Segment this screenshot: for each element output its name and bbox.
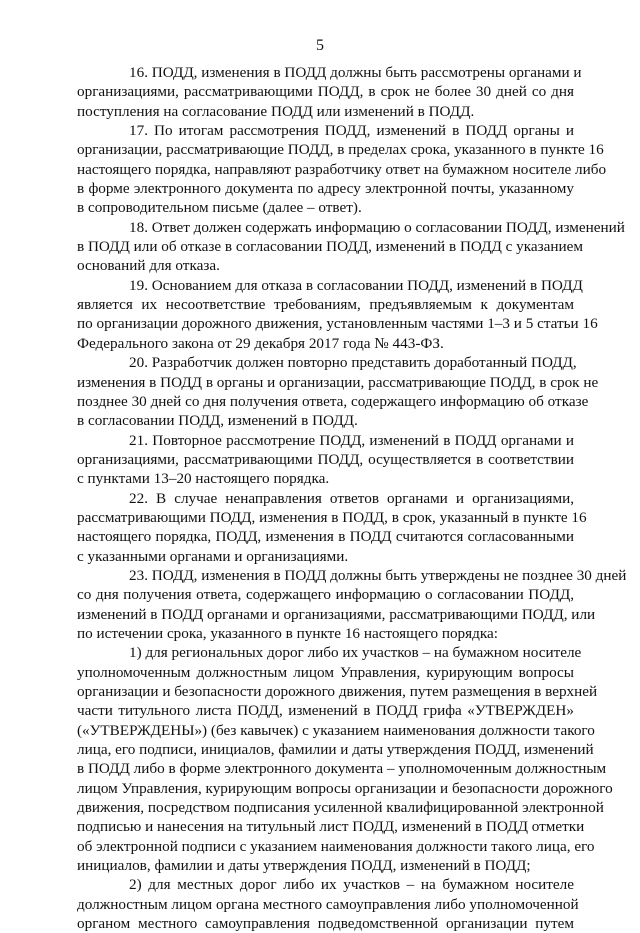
text-line: в ПОДД либо в форме электронного документа – уполномоченным должностным [77, 760, 607, 778]
text-line: 20. Разработчик должен повторно представить доработанный ПОДД, [129, 354, 577, 372]
text-line: в сопроводительном письме (далее – ответ). [77, 199, 362, 217]
paragraph-p21 [77, 431, 574, 489]
text-line: в согласовании ПОДД, изменений в ПОДД. [77, 412, 358, 430]
paragraph-p18 [77, 218, 625, 276]
text-line: Федерального закона от 29 декабря 2017 года № 443-ФЗ. [77, 334, 444, 352]
text-line: 16. ПОДД, изменения в ПОДД должны быть рассмотрены органами и [129, 64, 582, 81]
text-line: оснований для отказа. [77, 257, 220, 275]
text-line: 1) для региональных дорог либо их участков – на бумажном носителе [129, 644, 582, 662]
text-line: лица, его подписи, инициалов, фамилии и даты утверждения ПОДД, изменений [77, 741, 594, 759]
text-line: подписью и нанесения на титульный лист ПОДД, изменений в ПОДД отметки [77, 818, 585, 836]
text-line: 17. По итогам рассмотрения ПОДД, изменений в ПОДД органы и [129, 122, 574, 140]
text-line: в ПОДД или об отказе в согласовании ПОДД, изменений в ПОДД с указанием [77, 238, 584, 256]
text-line: движения, посредством подписания усиленной квалифицированной электронной [77, 799, 604, 817]
text-line: 23. ПОДД, изменения в ПОДД должны быть утверждены не позднее 30 дней [129, 566, 627, 584]
text-line: со дня получения ответа, содержащего информацию о согласовании ПОДД, [77, 586, 574, 604]
text-line: 18. Ответ должен содержать информацию о согласовании ПОДД, изменений [129, 218, 625, 236]
page-number: 5 [316, 37, 324, 54]
text-line: об электронной подписи с указанием наименования должности такого лица, его [77, 837, 595, 855]
text-line: по организации дорожного движения, установленным частями 1–3 и 5 статьи 16 [77, 315, 598, 333]
text-line: лицом Управления, курирующим вопросы организации и безопасности дорожного [77, 779, 613, 797]
text-line: настоящего порядка, ПОДД, изменения в ПОДД считаются согласованными [77, 528, 574, 546]
text-line: с пунктами 13–20 настоящего порядка. [77, 470, 330, 488]
text-line: 19. Основанием для отказа в согласовании ПОДД, изменений в ПОДД [129, 276, 583, 294]
text-line: органом местного самоуправления подведомственной организации путем [77, 915, 574, 933]
paragraph-p23-1 [77, 643, 613, 875]
text-line: 21. Повторное рассмотрение ПОДД, изменений в ПОДД органами и [129, 431, 574, 449]
text-line: организациями, рассматривающими ПОДД, в срок не более 30 дней со дня [77, 83, 574, 101]
text-line: («УТВЕРЖДЕНЫ») (без кавычек) с указанием наименования должности такого [77, 721, 595, 739]
text-line: рассматривающими ПОДД, изменения в ПОДД, в срок, указанный в пункте 16 [77, 508, 587, 526]
paragraph-p16 [77, 63, 582, 121]
paragraph-p20 [77, 353, 599, 430]
document-body [77, 63, 627, 933]
text-line: по истечении срока, указанного в пункте 16 настоящего порядка: [77, 624, 498, 642]
text-line: 22. В случае ненаправления ответов органами и организациями, [129, 489, 574, 507]
paragraph-p23-2 [77, 875, 579, 933]
text-line: организации и безопасности дорожного движения, путем размещения в верхней [77, 683, 598, 700]
text-line: изменений в ПОДД органами и организациями, рассматривающими ПОДД, или [77, 605, 596, 623]
text-line: настоящего порядка, направляют разработчику ответ на бумажном носителе либо [77, 160, 607, 178]
text-line: является их несоответствие требованиям, предъявляемым к документам [77, 296, 574, 314]
text-line: изменения в ПОДД в органы и организации, рассматривающие ПОДД, в срок не [77, 373, 599, 391]
paragraph-p23 [77, 566, 627, 643]
text-line: должностным лицом органа местного самоуправления либо уполномоченной [77, 895, 579, 913]
text-line: уполномоченным должностным лицом Управления, курирующим вопросы [77, 663, 574, 681]
text-line: инициалов, фамилии и даты утверждения ПОДД, изменений в ПОДД; [77, 857, 531, 875]
text-line: 2) для местных дорог либо их участков – на бумажном носителе [129, 876, 574, 894]
paragraph-p17 [77, 121, 607, 218]
text-line: в форме электронного документа по адресу электронной почты, указанному [77, 180, 574, 198]
paragraph-p22 [77, 489, 587, 566]
text-line: организациями, рассматривающими ПОДД, осуществляется в соответствии [77, 450, 574, 468]
text-line: части титульного листа ПОДД, изменений в ПОДД грифа «УТВЕРЖДЕН» [77, 702, 574, 720]
paragraph-p19 [77, 276, 598, 353]
text-line: позднее 30 дней со дня получения ответа, содержащего информацию об отказе [77, 392, 589, 410]
text-line: организации, рассматривающие ПОДД, в пределах срока, указанного в пункте 16 [77, 141, 604, 159]
text-line: поступления на согласование ПОДД или изменений в ПОДД. [77, 102, 475, 120]
text-line: с указанными органами и организациями. [77, 547, 349, 565]
